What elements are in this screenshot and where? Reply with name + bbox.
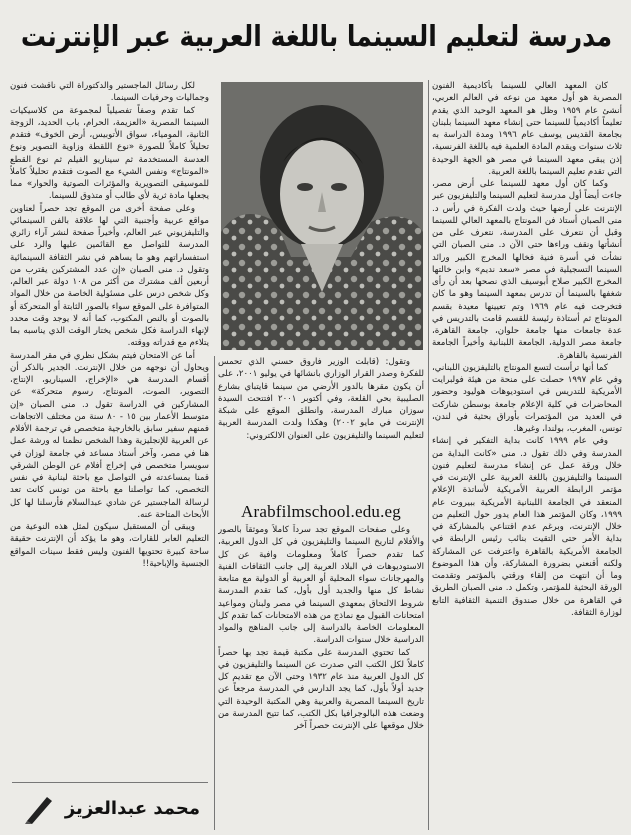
website-url: Arabfilmschool.edu.eg — [241, 502, 401, 521]
paragraph: ويبقى أن المستقبل سيكون لمثل هذه النوعية من التعليم العابر للقارات، وهو ما يؤكد أن الإنترنت حقيقة ساحة كبيرة تحتويها الفنون وليس فقط سينات المواقع الجنسية والإباحية!! — [10, 522, 209, 569]
paragraph: كما أنها ترأست لتسع المونتاج بالتليفزيون اللبناني، وفي عام ١٩٩٧ حصلت على منحة من هيئة فولبرايت الأمريكية للتدريس في استوديوهات هوليود وحضور المحاضرات في كلية الإعلام جامعة بوسطن شاركت في العديد من المؤتمرات بأوراق بحثية في لندن، تونس، المغرب، بولندا، وغيرها. — [432, 362, 622, 434]
paragraph: أما عن الامتحان فيتم بشكل نظري في مقر المدرسة ويحاول أن نوجهه من خلال الإنترنت. الجدير بالذكر أن أقسام المدرسة هي «الإخراج، السيناريو، الإنتاج، التصوير، الصوت، المونتاج، رسوم متحركة» عن المشاركين في الدراسة تقول د. منى الصبان «إن متوسط الأعمار بين ١٥ - ٨٠ سنة من مختلف الاتجاهات فمنهم سفير سابق بالخارجية متخصص في ترجمة الأفلام عن العربية للإنجليزية وهذا الشخص نظمنا له ورشة عمل هنا في مصر، وآخر أستاذ مساعد في جامعة لوزان في سويسرا متخصص في إخراج أفلام عن الوطن الشرقي قمنا بمساعدته في التواصل مع باحثة لبنانية في نفس التخصص، كما تواصلنا مع باحثة من تونس كانت تعد لرسالة الماجستير عن شادي عبدالسلام فأرسلنا لها كل الأبحاث المتاحة عنه. — [10, 350, 209, 520]
paragraph: وكما كان أول معهد للسينما على أرض مصر، جاءت أيضاً أول مدرسة لتعليم السينما والتليفزيون عبر الإنترنت على أرضها حيث ولدت الفكرة في رأس د. منى الصبان أستاذ فن المونتاج بالمعهد العالي للسينما وقبل أن نتعرف على المدرسة، نتعرف على من أنشأتها ونقف وراءها حتى الآن د. منى الصبان التي نشأت في أسرة فنية فخالها المخرج الكبير ورائد السينما التسجيلية في مصر «سعد نديم» وابن خالتها المخرج الكبير صلاح أبوسيف الذي نصحها بعد أن رأى شغفها بالسينما أن تدرس بمعهد السينما وهو ما كان فتخرجت فيه عام ١٩٦٩ وتم تعيينها معيدة بقسم المونتاج ثم أستاذة رئيسة للقسم قامت بالتدريس في عدة جامعات منها جامعة حلوان، جامعة القاهرة، جامعة مصر الدولية، الجامعة اللبنانية وأخيراً الجامعة الفرنسية بالقاهرة. — [432, 179, 622, 361]
byline — [20, 790, 200, 826]
paragraph: كما تحتوي المدرسة على مكتبة قيمة تجد بها حصراً كاملاً لكل الكتب التي صدرت عن السينما والتليفزيون في كل الدول العربية منذ عام ١٩٣٢ وحتى الآن مع تقديم كل جديد أولاً بأول، كما يجد الدارس في المدرسة مرجعاً عن تاريخ السينما المصرية والعربية وهي المكتبة الوحيدة التي وضعت هذه البالوجرافيا بكل الكتب، كما تتيح المدرسة من خلال موقعها على الإنترنت حصراً آخر — [218, 647, 424, 731]
column-left — [10, 80, 209, 740]
paragraph: وعلى صفحة أخرى من الموقع تجد حصراً لعناوين مواقع عربية وأجنبية التي لها علاقة بالفن السينمائي والتليفزيوني عبر العالم، وأخيراً صفحة لنشر آراء زائري المدرسة للتواصل مع القائمين عليها والرد على استفساراتهم وهو ما يساهم في نشر الثقافة السينمائية وتقول د. منى الصبان «إن عدد المشتركين يقترب من أربعين ألف مشترك من أكثر من ١٠٨ دولة عبر العالم، وكل شخص درس على مسئولية الخاصة من خلال المواد المتوافرة على الموقع سواء بالصور الثابتة أو المتحركة أو بالصوت أو بالنص المكتوب، كما أنه لا يوجد وقت محدد لإنهاء الدراسة فكل شخص يختار الوقت الذي يناسبه بما يتلاءم مع قدراته ووقته. — [10, 203, 209, 349]
paragraph: وفي عام ١٩٩٩ كانت بداية التفكير في إنشاء المدرسة وفي ذلك تقول د. منى «كانت البداية من خلال ورقة عمل عن إنشاء مدرسة لتعليم فنون السينما والتليفزيون باللغة العربية على الإنترنت في مؤتمر الرابطة العربية الأمريكية لأساتذة الإعلام المنعقد في الجامعة اللبنانية الأمريكية ببيروت عام ١٩٩٩، وكان المؤتمر هذا العام يدور حول التعليم من خلال الإنترنت، وبرغم عدم اقتناعي بالمشاركة في بداية الأمر حتى التقيت بنائب رئيس الرابطة في الجامعة الأمريكية بالقاهرة واعترفت عن المشاركة ولكنه أقنعني بضرورة المشاركة، وأن هذا الموضوع وما أن انتهت من إلقاء ورقتي بالمؤتمر وتقدمت الورقة البحثية للمؤتمر، وتكمل د. منى الصبان الطريق في القاهرة من خلال صندوق التنمية الثقافية التابع لوزارة الثقافة. — [432, 436, 622, 618]
paragraph: وعلى صفحات الموقع تجد سرداً كاملاً وموثقاً بالصور والأفلام لتاريخ السينما والتليفزيون في كل الدول العربية، كما تقدم حصراً كاملاً ومعلومات وافية عن كل الاستوديوهات في البلاد العربية إلى جانب الثقافات الفنية والمهرجانات سواء المحلية أو العربية أو الدولية مع متابعة نشاط كل منها والجديد أول بأول، كما تقدم المدرسة شروط الالتحاق بمعهدي السينما في مصر ولبنان ومواعيد امتحانات القبول مع نماذج من هذه الامتحانات كما تقدم كل المعلومات الخاصة بالدراسة إلى جانب المناهج والمواد الدراسية خلال سنوات الدراسة. — [218, 525, 424, 646]
column-divider — [428, 80, 429, 830]
photo-mona-el-sabban — [221, 82, 423, 350]
column-right — [432, 80, 622, 830]
column-middle-lower — [218, 524, 424, 830]
author-name: محمد عبدالعزيز — [64, 797, 200, 819]
headline: مدرسة لتعليم السينما باللغة العربية عبر الإنترنت — [20, 19, 613, 54]
column-divider — [214, 356, 215, 830]
paragraph: كما تقدم وصفاً تفصيلياً لمجموعة من كلاسيكيات السينما المصرية «العزيمة، الحرام، باب الحديد، الزوجة الثانية، المومياء، سواق الأتوبيس، أرض الخوف» فتقدم تحليلاً كاملاً للصورة «نوع اللقطة وزاوية التصوير ونوع العدسة المستخدمة ثم سيناريو الفيلم ثم نوع القطع «المونتاج» ونفس الشيء مع الصوت فتقدم تحليلاً كاملاً للموسيقى التصويرية والمؤثرات الصوتية والحوار» مما يجعلها مادة ثرية لأي طالب أو متذوق للسينما. — [10, 105, 209, 202]
portrait-image — [221, 82, 423, 350]
pen-icon — [21, 791, 57, 825]
paragraph: لكل رسائل الماجستير والدكتوراة التي ناقشت فنون وجماليات وحرفيات السينما. — [10, 81, 209, 104]
byline-rule — [12, 782, 208, 783]
paragraph: وتقول: (قابلت الوزير فاروق حسني الذي تحمس للفكرة وصدر القرار الوزاري بانشائها في يوليو ٢٠٠١، على أن يكون مقرها بالدور الأرضي من سينما قايتباي بشارع الصليبية بحي القلعة، وفي أكتوبر ٢٠٠١ افتتحت السيدة سوزان مبارك المدرسة، وانطلق الموقع على شبكة الإنترنت في مايو ٢٠٠٢) وهكذا ولدت المدرسة العربية لتعليم السينما والتليفزيون على العنوان الالكتروني: — [218, 357, 424, 441]
paragraph: كان المعهد العالي للسينما بأكاديمية الفنون المصرية هو أول معهد من نوعه في العالم العربي، أنشئ عام ١٩٥٩ وظل هو المعهد الوحيد الذي يقدم تعليماً أكاديمياً للسينما حتى إنشاء معهد السينما بلبنان بجامعة القديس يوسف عام ١٩٩٦ ومدة الدراسة به ثلاث سنوات ويقدم المادة العلمية فيه باللغة الفرنسية، إذن يبقى معهد السينما في مصر هو الجهة الوحيدة التي تقدم تعليم السينما باللغة العربية. — [432, 81, 622, 177]
